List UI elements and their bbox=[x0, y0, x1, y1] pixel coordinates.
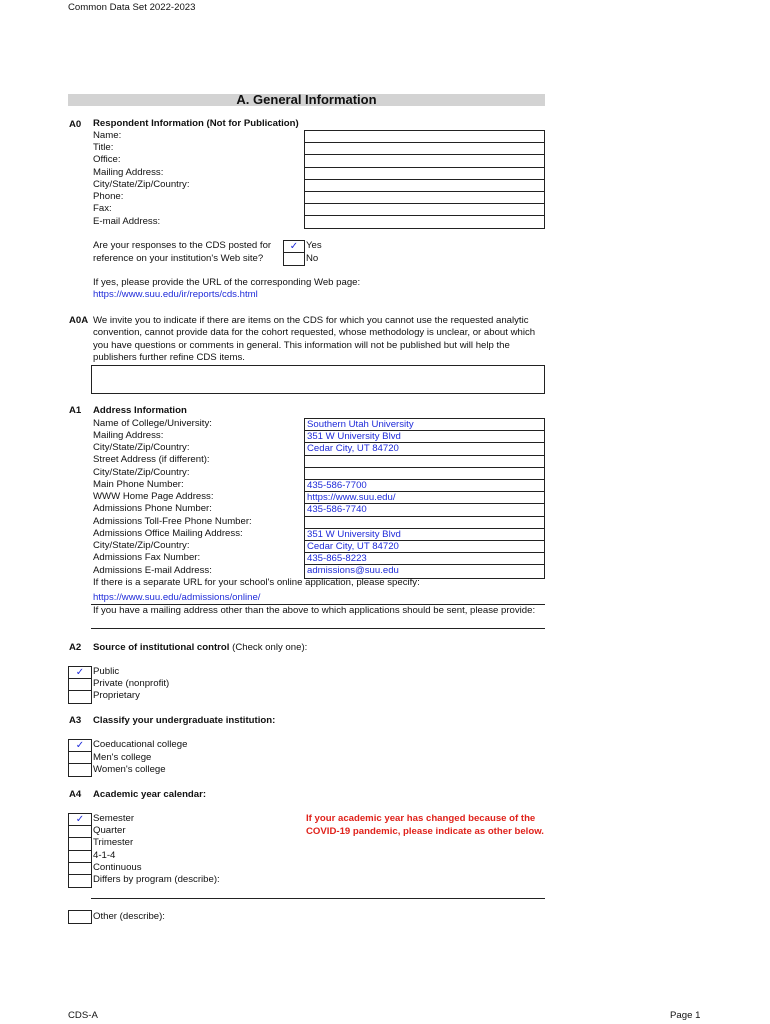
a2-heading: Source of institutional control bbox=[93, 642, 230, 653]
private-nonprofit-checkbox[interactable] bbox=[69, 679, 91, 691]
a3-option-label: Women's college bbox=[93, 764, 166, 775]
a1-college-name-field[interactable]: Southern Utah University bbox=[305, 419, 544, 431]
a0-phone-field[interactable] bbox=[305, 192, 544, 204]
a0a-comments-field[interactable] bbox=[91, 365, 545, 394]
covid-note-line1: If your academic year has changed because of the bbox=[306, 813, 536, 824]
a1-main-phone-field[interactable]: 435-586-7700 bbox=[305, 480, 544, 492]
a0-name-field[interactable] bbox=[305, 131, 544, 143]
a0-office-field[interactable] bbox=[305, 155, 544, 167]
a1-online-application-link[interactable]: https://www.suu.edu/admissions/online/ bbox=[93, 592, 261, 603]
a1-city-state-zip-field[interactable]: Cedar City, UT 84720 bbox=[305, 443, 544, 455]
other-checkbox[interactable] bbox=[69, 911, 91, 923]
footer-section-code: CDS-A bbox=[68, 1010, 98, 1021]
a0-respondent-fields bbox=[304, 130, 545, 229]
a1-admissions-mailing-field[interactable]: 351 W University Blvd bbox=[305, 529, 544, 541]
a4-option-label: Trimester bbox=[93, 837, 134, 848]
yes-checkbox[interactable]: ✓ bbox=[284, 241, 304, 253]
a4-differs-description-line[interactable] bbox=[91, 898, 545, 899]
a1-label: Admissions Fax Number: bbox=[93, 552, 201, 563]
a0-label: Title: bbox=[93, 142, 114, 153]
a1-heading: Address Information bbox=[93, 405, 187, 416]
a4-code: A4 bbox=[69, 789, 82, 800]
quarter-checkbox[interactable] bbox=[69, 826, 91, 838]
a0a-code: A0A bbox=[69, 315, 89, 326]
a0-email-field[interactable] bbox=[305, 216, 544, 228]
a4-heading: Academic year calendar: bbox=[93, 789, 207, 800]
a2-option-label: Public bbox=[93, 666, 120, 677]
public-checkbox[interactable]: ✓ bbox=[69, 667, 91, 679]
a1-label: Name of College/University: bbox=[93, 418, 212, 429]
a1-admissions-email-field[interactable]: admissions@suu.edu bbox=[307, 565, 399, 577]
a2-heading-line bbox=[93, 642, 307, 654]
a4-other-label: Other (describe): bbox=[93, 911, 165, 922]
document-header: Common Data Set 2022-2023 bbox=[68, 2, 196, 13]
a0-website-checkboxes bbox=[283, 240, 305, 266]
a0-question-line2: reference on your institution's Web site? bbox=[93, 253, 264, 264]
a4-option-label: 4-1-4 bbox=[93, 850, 116, 861]
yes-label: Yes bbox=[306, 240, 322, 251]
womens-college-checkbox[interactable] bbox=[69, 764, 91, 776]
proprietary-checkbox[interactable] bbox=[69, 691, 91, 703]
a4-checkboxes bbox=[68, 813, 92, 888]
a0-label: Mailing Address: bbox=[93, 167, 164, 178]
coeducational-checkbox[interactable]: ✓ bbox=[69, 740, 91, 752]
a1-mailing-address-field[interactable]: 351 W University Blvd bbox=[305, 431, 544, 443]
a1-street-address-field[interactable] bbox=[305, 456, 544, 468]
a1-label: City/State/Zip/Country: bbox=[93, 540, 190, 551]
a0-url-prompt: If yes, please provide the URL of the corresponding Web page: bbox=[93, 277, 361, 288]
a1-toll-free-field[interactable] bbox=[305, 517, 544, 529]
page-number: Page 1 bbox=[670, 1010, 701, 1021]
a4-option-label: Quarter bbox=[93, 825, 126, 836]
a0-code: A0 bbox=[69, 119, 82, 130]
a1-admissions-phone-field[interactable]: 435-586-7740 bbox=[305, 504, 544, 516]
a0-fax-field[interactable] bbox=[305, 204, 544, 216]
a2-option-label: Private (nonprofit) bbox=[93, 678, 170, 689]
section-title: A. General Information bbox=[236, 92, 377, 107]
a1-admissions-city-field[interactable]: Cedar City, UT 84720 bbox=[305, 541, 544, 553]
continuous-checkbox[interactable] bbox=[69, 863, 91, 875]
a1-label: Admissions Toll-Free Phone Number: bbox=[93, 516, 252, 527]
a1-address-fields bbox=[304, 418, 545, 579]
a0-label: Phone: bbox=[93, 191, 124, 202]
semester-checkbox[interactable]: ✓ bbox=[69, 814, 91, 826]
a4-option-label: Continuous bbox=[93, 862, 142, 873]
a0-label: City/State/Zip/Country: bbox=[93, 179, 190, 190]
a1-label: Admissions Office Mailing Address: bbox=[93, 528, 243, 539]
a4-option-label: Semester bbox=[93, 813, 135, 824]
a3-checkboxes bbox=[68, 739, 92, 777]
a0-label: Office: bbox=[93, 154, 121, 165]
a3-heading: Classify your undergraduate institution: bbox=[93, 715, 276, 726]
four-one-four-checkbox[interactable] bbox=[69, 851, 91, 863]
a1-label: City/State/Zip/Country: bbox=[93, 442, 190, 453]
a2-heading-note: (Check only one): bbox=[229, 642, 308, 653]
a1-label: Admissions E-mail Address: bbox=[93, 565, 212, 576]
mens-college-checkbox[interactable] bbox=[69, 752, 91, 764]
a2-option-label: Proprietary bbox=[93, 690, 140, 701]
a0-title-field[interactable] bbox=[305, 143, 544, 155]
a1-label: City/State/Zip/Country: bbox=[93, 467, 190, 478]
a1-home-page-field[interactable]: https://www.suu.edu/ bbox=[305, 492, 544, 504]
covid-note-line2: COVID-19 pandemic, please indicate as other below. bbox=[306, 826, 544, 837]
a0-heading: Respondent Information (Not for Publication) bbox=[93, 118, 299, 129]
a1-code: A1 bbox=[69, 405, 82, 416]
a1-admissions-fax-field[interactable]: 435-865-8223 bbox=[305, 553, 544, 565]
a3-option-label: Coeducational college bbox=[93, 739, 188, 750]
no-label: No bbox=[306, 253, 319, 264]
a1-label: WWW Home Page Address: bbox=[93, 491, 214, 502]
a1-label: Mailing Address: bbox=[93, 430, 164, 441]
a1-label: Street Address (if different): bbox=[93, 454, 210, 465]
trimester-checkbox[interactable] bbox=[69, 838, 91, 850]
no-checkbox[interactable] bbox=[284, 253, 304, 265]
a2-code: A2 bbox=[69, 642, 82, 653]
a3-option-label: Men's college bbox=[93, 752, 152, 763]
a0-question-line1: Are your responses to the CDS posted for bbox=[93, 240, 272, 251]
a1-label: Admissions Phone Number: bbox=[93, 503, 212, 514]
a1-street-city-field[interactable] bbox=[305, 468, 544, 480]
a1-alt-mailing-address-line[interactable] bbox=[91, 628, 545, 629]
a1-mailing-prompt: If you have a mailing address other than the above to which applications should be sent, please provide: bbox=[93, 605, 536, 616]
a1-online-prompt: If there is a separate URL for your school's online application, please specify: bbox=[93, 577, 420, 588]
a3-code: A3 bbox=[69, 715, 82, 726]
a4-option-label: Differs by program (describe): bbox=[93, 874, 220, 885]
a2-checkboxes bbox=[68, 666, 92, 704]
a0-city-state-zip-field[interactable] bbox=[305, 180, 544, 192]
a0-label: Name: bbox=[93, 130, 122, 141]
a0a-text: We invite you to indicate if there are items on the CDS for which you cannot use the requested analytic convention, cannot provide data for the cohort requested, whose methodology is unclear, or about which you have questions or comments in general. This information will not be published but will help the publishers further refine CDS items. bbox=[93, 315, 536, 363]
differs-by-program-checkbox[interactable] bbox=[69, 875, 91, 887]
a0-cds-url-link[interactable]: https://www.suu.edu/ir/reports/cds.html bbox=[93, 289, 258, 300]
a0-mailing-address-field[interactable] bbox=[305, 168, 544, 180]
a0-label: E-mail Address: bbox=[93, 216, 161, 227]
a0-label: Fax: bbox=[93, 203, 112, 214]
a4-other-checkbox-box bbox=[68, 910, 92, 924]
a1-label: Main Phone Number: bbox=[93, 479, 184, 490]
